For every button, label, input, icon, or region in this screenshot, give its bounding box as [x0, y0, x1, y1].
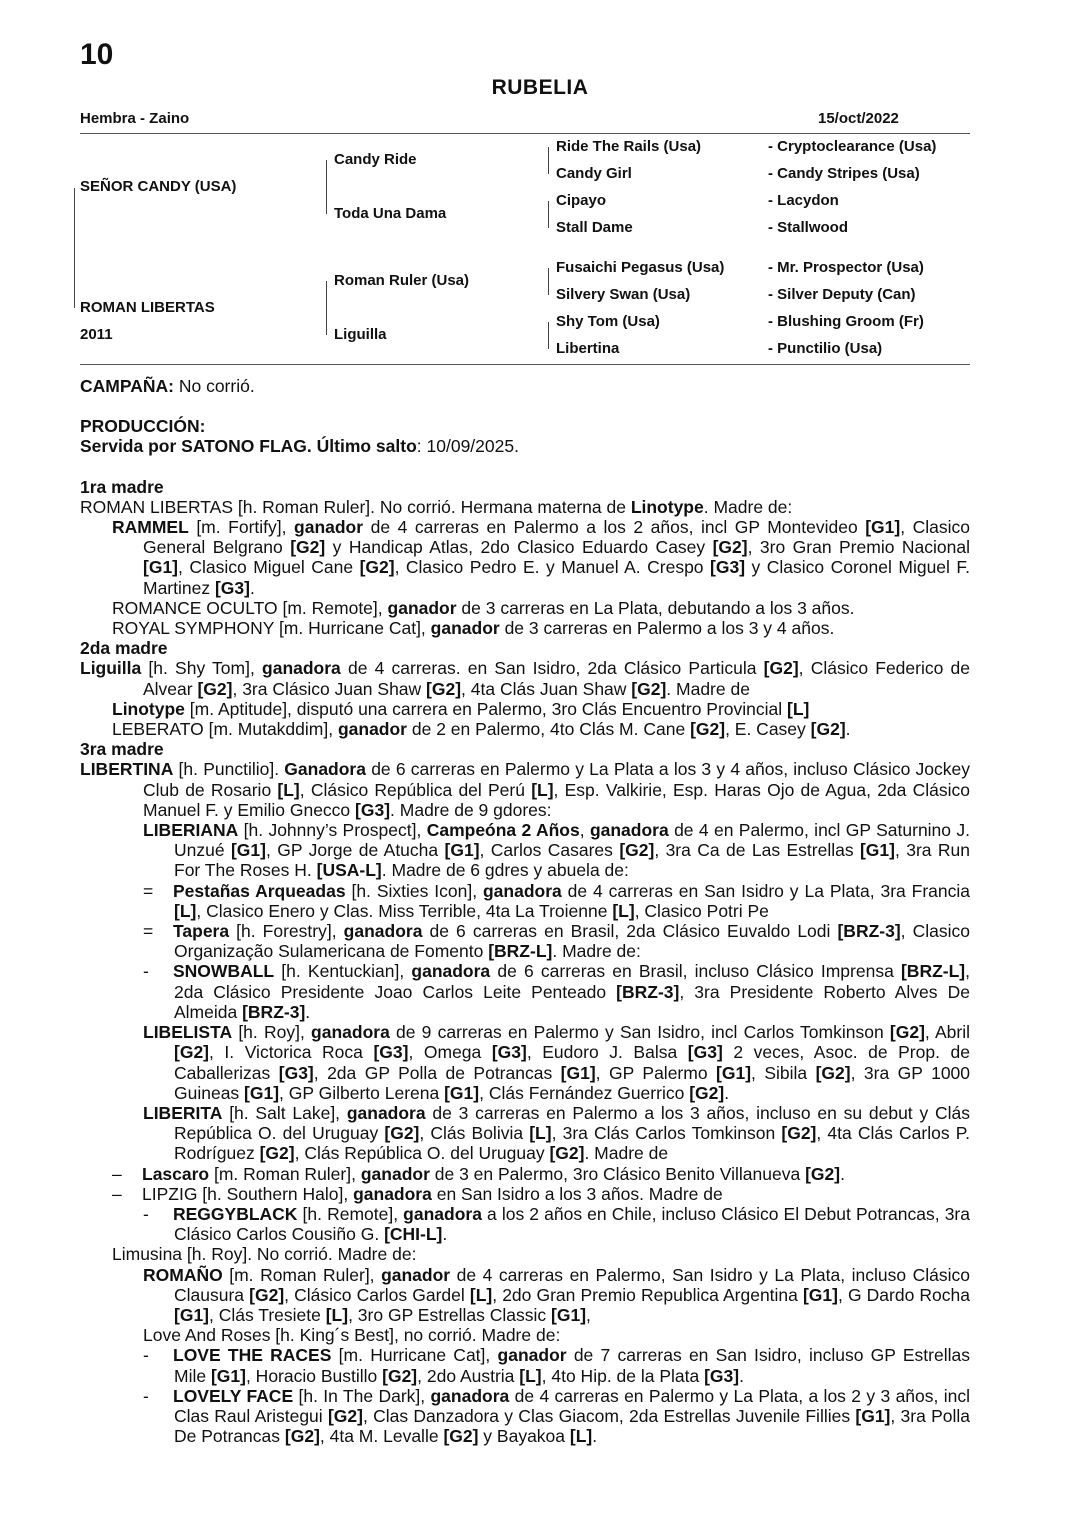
- produce-lovely-face: - LOVELY FACE [h. In The Dark], ganadora de 4 carreras en Palermo y La Plata, a los 2 y 3 años, incl Clas Raul Aristegui [G2], Clas Danzadora y Clas Giacom, 2da Estrellas Juvenile Fillies [G1], 3ra Polla De Potrancas [G2], 4ta M. Levalle [G2] y Bayakoa [L].: [143, 1385, 971, 1447]
- lot-number: 10: [80, 38, 114, 71]
- pedigree-bracket-1: [74, 188, 75, 308]
- produce-liberiana: LIBERIANA [h. Johnny’s Prospect], Campeóna 2 Años, ganadora de 4 en Palermo, incl GP Saturnino J. Unzué [G1], GP Jorge de Atucha [G1], Carlos Casares [G2], 3ra Ca de Las Estrellas [G1], 3ra Run For The Roses H. [USA-L]. Madre de 6 gdres y abuela de:: [143, 820, 971, 881]
- pedigree-bracket-2b: [326, 281, 327, 335]
- pedigree-gen4-5: - Mr. Prospector (Usa): [768, 259, 924, 276]
- produce-libelista: LIBELISTA [h. Roy], ganadora de 9 carreras en Palermo y San Isidro, incl Carlos Tomkinson [G2], Abril [G2], I. Victorica Roca [G3], Omega [G3], Eudoro J. Balsa [G3] 2 veces, Asoc. de Prop. de Caballerizas [G3], 2da GP Polla de Potrancas [G1], GP Palermo [G1], Sibila [G2], 3ra GP 1000 Guineas [G1], GP Gilberto Lerena [G1], Clás Fernández Guerrico [G2].: [143, 1022, 971, 1103]
- pedigree-top-rule: [80, 133, 970, 134]
- pedigree-gen2-2: Toda Una Dama: [334, 205, 447, 222]
- third-dam-text: LIBERTINA [h. Punctilio]. Ganadora de 6 carreras en Palermo y La Plata a los 3 y 4 años, incluso Clásico Jockey Club de Rosario [L], Clásico República del Perú [L], Esp. Valkirie, Esp. Haras Ojo de Agua, 2da Clásico Manuel F. y Emilio Gnecco [G3]. Madre de 9 gdores:: [80, 759, 971, 820]
- produce-pestanas-arqueadas: = Pestañas Arqueadas [h. Sixties Icon], ganadora de 4 carreras en San Isidro y La Plata, 3ra Francia [L], Clasico Enero y Clas. Miss Terrible, 4ta La Troienne [L], Clasico Potri Pe: [143, 880, 971, 921]
- produce-romano: ROMAÑO [m. Roman Ruler], ganador de 4 carreras en Palermo, San Isidro y La Plata, incluso Clásico Clausura [G2], Clásico Carlos Gardel [L], 2do Gran Premio Republica Argentina [G1], G Dardo Rocha [G1], Clás Tresiete [L], 3ro GP Estrellas Classic [G1],: [143, 1264, 970, 1325]
- produce-love-and-roses: Love And Roses [h. King´s Best], no corrió. Madre de:: [143, 1325, 561, 1346]
- pedigree-dam: ROMAN LIBERTAS: [80, 299, 215, 316]
- pedigree-gen3-3: Cipayo: [556, 192, 607, 209]
- pedigree-gen3-1: Ride The Rails (Usa): [556, 138, 702, 155]
- produce-limusina: Limusina [h. Roy]. No corrió. Madre de:: [112, 1244, 417, 1265]
- produce-reggyblack: - REGGYBLACK [h. Remote], ganadora a los 2 años en Chile, incluso Clásico El Debut Potrancas, 3ra Clásico Carlos Cousiño G. [CHI-L].: [143, 1203, 970, 1245]
- pedigree-bracket-2a: [326, 160, 327, 214]
- pedigree-gen3-7: Shy Tom (Usa): [556, 313, 660, 330]
- produce-lascaro: – Lascaro [m. Roman Ruler], ganador de 3 en Palermo, 3ro Clásico Benito Villanueva [G2].: [112, 1163, 845, 1184]
- third-dam-heading: 3ra madre: [80, 739, 164, 760]
- pedigree-gen4-2: - Candy Stripes (Usa): [768, 165, 920, 182]
- produce-lipzig: – LIPZIG [h. Southern Halo], ganadora en San Isidro a los 3 años. Madre de: [112, 1183, 723, 1204]
- pedigree-gen2-4: Liguilla: [334, 326, 387, 343]
- first-dam-text: ROMAN LIBERTAS [h. Roman Ruler]. No corrió. Hermana materna de Linotype. Madre de:: [80, 496, 793, 517]
- pedigree-gen3-8: Libertina: [556, 340, 620, 357]
- pedigree-bottom-rule: [80, 364, 970, 365]
- catalog-body: [80, 376, 970, 1446]
- pedigree-gen3-6: Silvery Swan (Usa): [556, 286, 691, 303]
- pedigree-gen4-8: - Punctilio (Usa): [768, 340, 883, 357]
- pedigree-gen2-1: Candy Ride: [334, 151, 417, 168]
- pedigree-dam-year: 2011: [80, 326, 113, 343]
- pedigree-bracket-3d: [548, 322, 549, 349]
- birth-date: 15/oct/2022: [818, 110, 899, 127]
- produce-linotype: Linotype [m. Aptitude], disputó una carrera en Palermo, 3ro Clás Encuentro Provincial [L]: [112, 698, 810, 719]
- second-dam-text: Liguilla [h. Shy Tom], ganadora de 4 carreras. en San Isidro, 2da Clásico Particula [G2], Clásico Federico de Alvear [G2], 3ra Clásico Juan Shaw [G2], 4ta Clás Juan Shaw [G2]. Madre de: [80, 658, 970, 699]
- first-dam-heading: 1ra madre: [80, 476, 164, 497]
- pedigree-gen4-3: - Lacydon: [768, 192, 839, 209]
- produce-love-the-races: - LOVE THE RACES [m. Hurricane Cat], ganador de 7 carreras en San Isidro, incluso GP Estrellas Mile [G1], Horacio Bustillo [G2], 2do Austria [L], 4to Hip. de la Plata [G3].: [143, 1345, 970, 1386]
- pedigree-gen3-4: Stall Dame: [556, 219, 633, 236]
- pedigree-gen4-4: - Stallwood: [768, 219, 849, 236]
- pedigree-sire: SEÑOR CANDY (USA): [80, 178, 237, 195]
- produce-snowball: - SNOWBALL [h. Kentuckian], ganadora de 6 carreras en Brasil, incluso Clásico Imprensa [BRZ-L], 2da Clásico Presidente Joao Carlos Leite Penteado [BRZ-3], 3ra Presidente Roberto Alves De Almeida [BRZ-3].: [143, 961, 970, 1022]
- production-line: Servida por SATONO FLAG. Último salto: 10/09/2025.: [80, 436, 519, 457]
- produce-romance-oculto: ROMANCE OCULTO [m. Remote], ganador de 3 carreras en La Plata, debutando a los 3 años.: [112, 597, 855, 618]
- produce-rammel: RAMMEL [m. Fortify], ganador de 4 carreras en Palermo a los 2 años, incl GP Montevideo [G1], Clasico General Belgrano [G2] y Handicap Atlas, 2do Clasico Eduardo Casey [G2], 3ro Gran Premio Nacional [G1], Clasico Miguel Cane [G2], Clasico Pedro E. y Manuel A. Crespo [G3] y Clasico Coronel Miguel F. Martinez [G3].: [112, 517, 971, 598]
- campaign-line: CAMPAÑA: No corrió.: [80, 376, 255, 396]
- pedigree-bracket-3c: [548, 268, 549, 295]
- pedigree-gen3-5: Fusaichi Pegasus (Usa): [556, 259, 725, 276]
- pedigree-gen4-1: - Cryptoclearance (Usa): [768, 138, 937, 155]
- pedigree-gen4-7: - Blushing Groom (Fr): [768, 313, 924, 330]
- pedigree-bracket-3b: [548, 201, 549, 228]
- pedigree-gen4-6: - Silver Deputy (Can): [768, 286, 916, 303]
- produce-tapera: = Tapera [h. Forestry], ganadora de 6 carreras en Brasil, 2da Clásico Euvaldo Lodi [BRZ-3], Clasico Organização Sulamericana de Fomento [BRZ-L]. Madre de:: [143, 921, 970, 962]
- horse-name: RUBELIA: [491, 76, 589, 99]
- pedigree-gen2-3: Roman Ruler (Usa): [334, 272, 470, 289]
- pedigree-bracket-3a: [548, 147, 549, 174]
- produce-leberato: LEBERATO [m. Mutakddim], ganador de 2 en Palermo, 4to Clás M. Cane [G2], E. Casey [G2].: [112, 719, 851, 740]
- pedigree-gen3-2: Candy Girl: [556, 165, 632, 182]
- produce-liberita: LIBERITA [h. Salt Lake], ganadora de 3 carreras en Palermo a los 3 años, incluso en su debut y Clás República O. del Uruguay [G2], Clás Bolivia [L], 3ra Clás Carlos Tomkinson [G2], 4ta Clás Carlos P. Rodríguez [G2], Clás República O. del Uruguay [G2]. Madre de: [143, 1102, 970, 1164]
- produce-royal-symphony: ROYAL SYMPHONY [m. Hurricane Cat], ganador de 3 carreras en Palermo a los 3 y 4 años.: [112, 618, 835, 639]
- production-heading: PRODUCCIÓN:: [80, 416, 206, 437]
- sex-coat: Hembra - Zaino: [80, 110, 190, 127]
- second-dam-heading: 2da madre: [80, 638, 168, 659]
